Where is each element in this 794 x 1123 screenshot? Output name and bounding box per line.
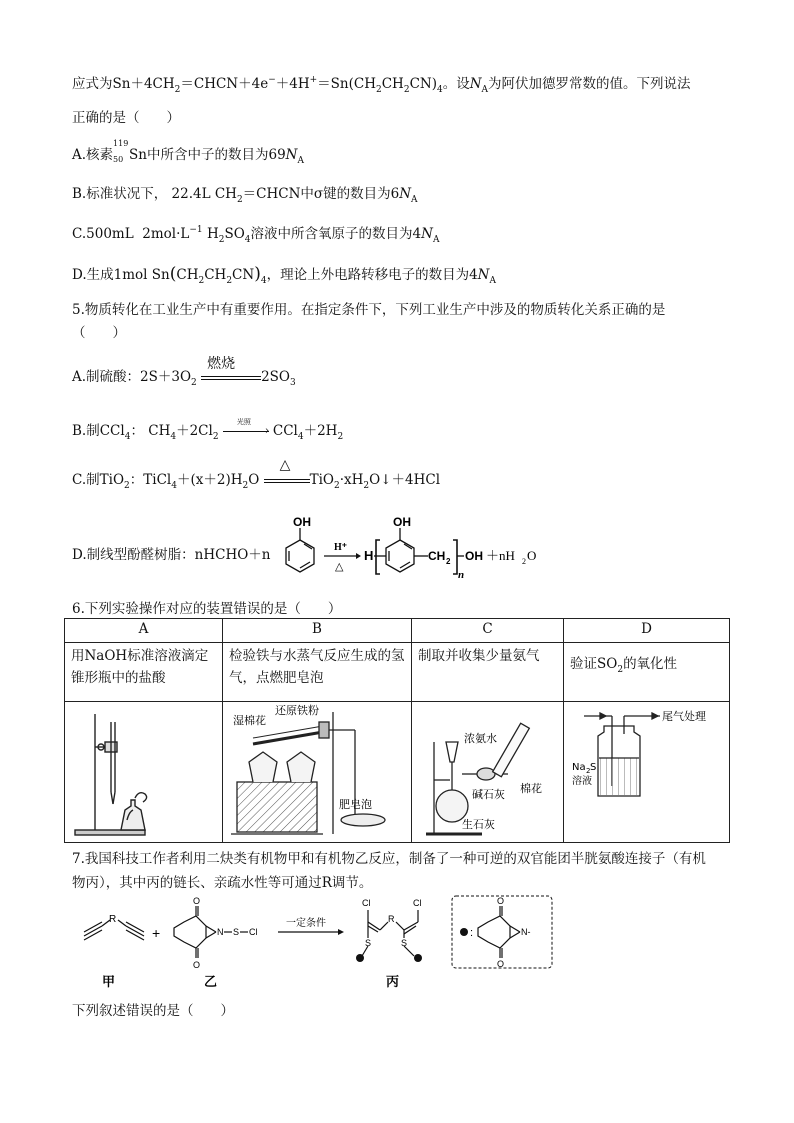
label-soda-lime: 碱石灰: [472, 788, 505, 801]
label-na: Na: [572, 762, 586, 773]
q5-stem: 5.物质转化在工业生产中有重要作用。在指定条件下，下列工业生产中涉及的物质转化关系正确的是: [72, 302, 666, 318]
atom-r-bing: R: [388, 914, 395, 924]
heat-condition: △: [335, 561, 344, 573]
iron-steam-apparatus-icon: [223, 702, 400, 842]
mass-number: 119: [113, 139, 129, 148]
label-solution: 溶液: [572, 776, 592, 787]
label-cotton: 棉花: [520, 782, 542, 795]
legend-phthalimide: [478, 906, 520, 958]
q4-text: 应式为Sn＋4CH: [72, 76, 175, 92]
label-s: S: [590, 762, 597, 773]
dot-right: [414, 954, 422, 962]
q7-tail: 下列叙述错误的是（ ）: [72, 1003, 234, 1019]
superscript: −1: [189, 225, 203, 235]
phenol-oh-label: OH: [293, 515, 311, 529]
table-image-row: [65, 702, 730, 843]
table-header-row: [65, 619, 730, 643]
q5-option-a: A.制硫酸：$2S+3O_2$ 燃烧 $2SO_3$: [72, 365, 296, 385]
q4-text: ＋4H: [275, 76, 310, 92]
atom-o-bottom: O: [193, 960, 201, 970]
subscript: 2: [586, 767, 591, 775]
atomic-number: 50: [113, 155, 124, 164]
titration-apparatus-icon: [65, 702, 222, 842]
q4-text: 为阿伏加德罗常数的值。下列说法: [488, 76, 691, 92]
q5-option-c: C.制TiO$_2$：$TiCl_4+(x+2)H_2O$ △ $TiO_2\cdot xH_2O↓+4HCl$: [72, 456, 441, 491]
q5-stem-paren: （ ）: [72, 325, 126, 341]
dot-left: [356, 954, 364, 962]
desc-b: 检验铁与水蒸气反应生成的氢气，点燃肥皂泡: [223, 643, 412, 702]
q7-reaction-scheme: [72, 892, 562, 992]
reaction-condition: 一定条件: [286, 918, 326, 929]
subscript: 2: [522, 557, 526, 566]
atom-s-right: S: [401, 938, 408, 948]
atom-n-yi: N: [217, 927, 224, 937]
experiment-table: [64, 618, 730, 843]
option-label: B.制CCl: [72, 423, 125, 439]
avogadro-symbol: N: [477, 267, 490, 283]
q4-text: ＝CHCN＋4e: [180, 76, 269, 92]
phenol-resin-equation: [260, 512, 560, 584]
option-label: B.标准状况下，: [72, 186, 168, 202]
atom-cl-right: Cl: [413, 898, 422, 908]
subscript: A: [481, 85, 489, 95]
option-label: A.制硫酸：: [72, 369, 141, 385]
subscript: 2: [375, 85, 382, 95]
subscript: 2: [218, 235, 225, 245]
q4-text: 2mol·L: [142, 226, 190, 242]
reaction-condition: 光照: [236, 417, 251, 426]
subscript: 2: [174, 85, 181, 95]
methylene-label: CH: [428, 549, 446, 563]
legend-colon: :: [470, 927, 474, 939]
header-b: B: [223, 619, 412, 643]
arrow-head: [338, 929, 344, 935]
equation-text: ＋(x＋2)H: [176, 472, 243, 488]
equation-text: 2SO: [261, 369, 290, 385]
apparatus-d: [564, 702, 730, 843]
q4-text: ＝Sn(CH: [317, 76, 376, 92]
avogadro-symbol: N: [421, 226, 433, 242]
superscript: +: [309, 75, 318, 85]
label-bing: 丙: [386, 975, 400, 990]
desc-d-text: 的氧化性: [623, 656, 678, 672]
q5-option-b: B.制CCl$_4$： $CH_4+2Cl_2$ 光照 › $CCl_4+2H_2$: [72, 417, 344, 442]
equation-text: TiCl: [143, 472, 172, 488]
q4-text: 。设: [442, 76, 470, 92]
legend-n: N-: [521, 927, 531, 937]
phenol-structure: [286, 528, 314, 572]
reaction-arrow: [201, 355, 261, 385]
label-wet-cotton: 湿棉花: [233, 714, 266, 727]
atom-r-jia: R: [109, 914, 117, 925]
label-soap-bubble: 肥皂泡: [339, 798, 372, 811]
option-label: A.核素: [72, 147, 114, 163]
equation-text: nHCHO＋n: [194, 547, 271, 563]
equation-text: CCl: [272, 423, 298, 439]
subscript: 2: [236, 195, 243, 205]
q4-text: Sn中所含中子的数目为69: [129, 147, 286, 163]
header-a: A: [65, 619, 223, 643]
subscript: 2: [403, 85, 410, 95]
option-label: C.500mL: [72, 226, 134, 242]
water-term: ＋nH: [486, 548, 515, 563]
subscript: 2: [446, 557, 451, 566]
q4-text: ＝CHCN中σ键的数目为6: [242, 186, 400, 202]
q4-text: CN): [409, 76, 437, 92]
subscript: 4: [436, 85, 443, 95]
label-tail-gas: 尾气处理: [662, 710, 706, 723]
q4-option-b: [72, 182, 418, 205]
label-iron-powder: 还原铁粉: [275, 704, 319, 717]
avogadro-symbol: N: [399, 186, 412, 202]
reaction-condition: 燃烧: [207, 355, 236, 372]
chain-end-oh: OH: [465, 549, 483, 563]
q4-text: ，理论上外电路转移电子的数目为4: [266, 267, 478, 283]
desc-c: 制取并收集少量氨气: [412, 643, 564, 702]
subscript: A: [411, 195, 418, 205]
equation-text: ＋2H: [303, 423, 338, 439]
arrow-head: [356, 553, 361, 559]
q6-stem: 6.下列实验操作对应的装置错误的是（ ）: [72, 601, 342, 617]
reaction-arrow: 光照 ›: [223, 425, 273, 439]
subscript: A: [432, 235, 440, 245]
equation-text: ·xH: [339, 472, 364, 488]
q4-option-c: [72, 222, 440, 245]
atom-s-yi: S: [233, 927, 240, 937]
atom-s-left: S: [365, 938, 372, 948]
atom-o-top: O: [193, 896, 201, 906]
equation-text: 2S＋3O: [140, 369, 192, 385]
subscript: 4: [244, 235, 251, 245]
equation-text: TiO: [309, 472, 334, 488]
repeat-n: n: [458, 569, 465, 581]
apparatus-b: [223, 702, 412, 843]
header-d: D: [564, 619, 730, 643]
subscript: 2: [617, 665, 624, 675]
subscript: A: [297, 156, 304, 166]
nuclide-notation: [113, 139, 129, 164]
header-c: C: [412, 619, 564, 643]
water-o: O: [527, 548, 537, 563]
avogadro-symbol: N: [285, 147, 298, 163]
superscript: −: [268, 75, 276, 85]
reaction-condition: △: [279, 456, 291, 473]
label-yi: 乙: [204, 975, 218, 990]
avogadro-symbol: N: [469, 76, 482, 92]
option-label: D.制线型酚醛树脂：: [72, 547, 195, 563]
chain-end-h: H: [364, 548, 374, 563]
q4-text: 溶液中所含氧原子的数目为4: [250, 226, 422, 242]
q4-stem-line2: 正确的是（ ）: [72, 110, 180, 126]
desc-a: 用NaOH标准溶液滴定锥形瓶中的盐酸: [65, 643, 223, 702]
q4-option-a: [72, 139, 304, 166]
apparatus-c: [412, 702, 564, 843]
label-conc-ammonia: 浓氨水: [464, 732, 497, 745]
atom-cl-left: Cl: [362, 898, 371, 908]
resin-ring: [386, 528, 428, 572]
so2-bottle-apparatus-icon: [564, 702, 729, 842]
q5-option-d: [72, 543, 270, 563]
equation-text: CH: [148, 423, 171, 439]
option-label: C.制TiO: [72, 472, 125, 488]
atom-cl-yi: Cl: [249, 927, 258, 937]
label-quicklime: 生石灰: [462, 818, 495, 831]
equation-text: O↓＋4HCl: [369, 472, 441, 488]
q4-text: H: [206, 226, 219, 242]
acid-condition: H⁺: [334, 542, 348, 553]
plus-sign: +: [152, 925, 161, 941]
q4-text: 22.4L CH: [171, 186, 237, 202]
equation-text: ＋2Cl: [176, 423, 213, 439]
desc-d-text: 验证SO: [570, 656, 618, 672]
legend-o-bottom: O: [497, 959, 505, 969]
legend-o-top: O: [497, 896, 505, 906]
apparatus-a: [65, 702, 223, 843]
option-label: D.生成1mol Sn: [72, 267, 170, 283]
q4-text: CH: [381, 76, 404, 92]
legend-dot: [460, 928, 468, 936]
q4-stem-line1: [72, 72, 691, 95]
label-jia: 甲: [102, 975, 116, 990]
resin-oh-label: OH: [393, 515, 411, 529]
left-bracket: [376, 540, 380, 574]
q4-option-d: D.生成1mol $Sn(CH_2CH_2CN)_4$，理论上外电路转移电子的数目为$4N_A$: [72, 264, 496, 286]
table-desc-row: [65, 643, 730, 702]
q4-text: SO: [224, 226, 245, 242]
equation-text: O: [248, 472, 260, 488]
subscript: 4: [260, 276, 267, 286]
subscript: A: [489, 276, 496, 286]
right-bracket: [453, 540, 457, 574]
reaction-arrow: [264, 456, 310, 488]
q7-stem: 7.我国科技工作者利用二炔类有机物甲和有机物乙反应，制备了一种可逆的双官能团半胱氨酸连接子（有机: [72, 851, 706, 867]
colon: ：: [130, 423, 144, 439]
q7-stem-line2: 物丙），其中丙的链长、亲疏水性等可通过R调节。: [72, 875, 373, 891]
ammonia-apparatus-icon: [412, 702, 563, 842]
desc-d: [564, 643, 730, 702]
